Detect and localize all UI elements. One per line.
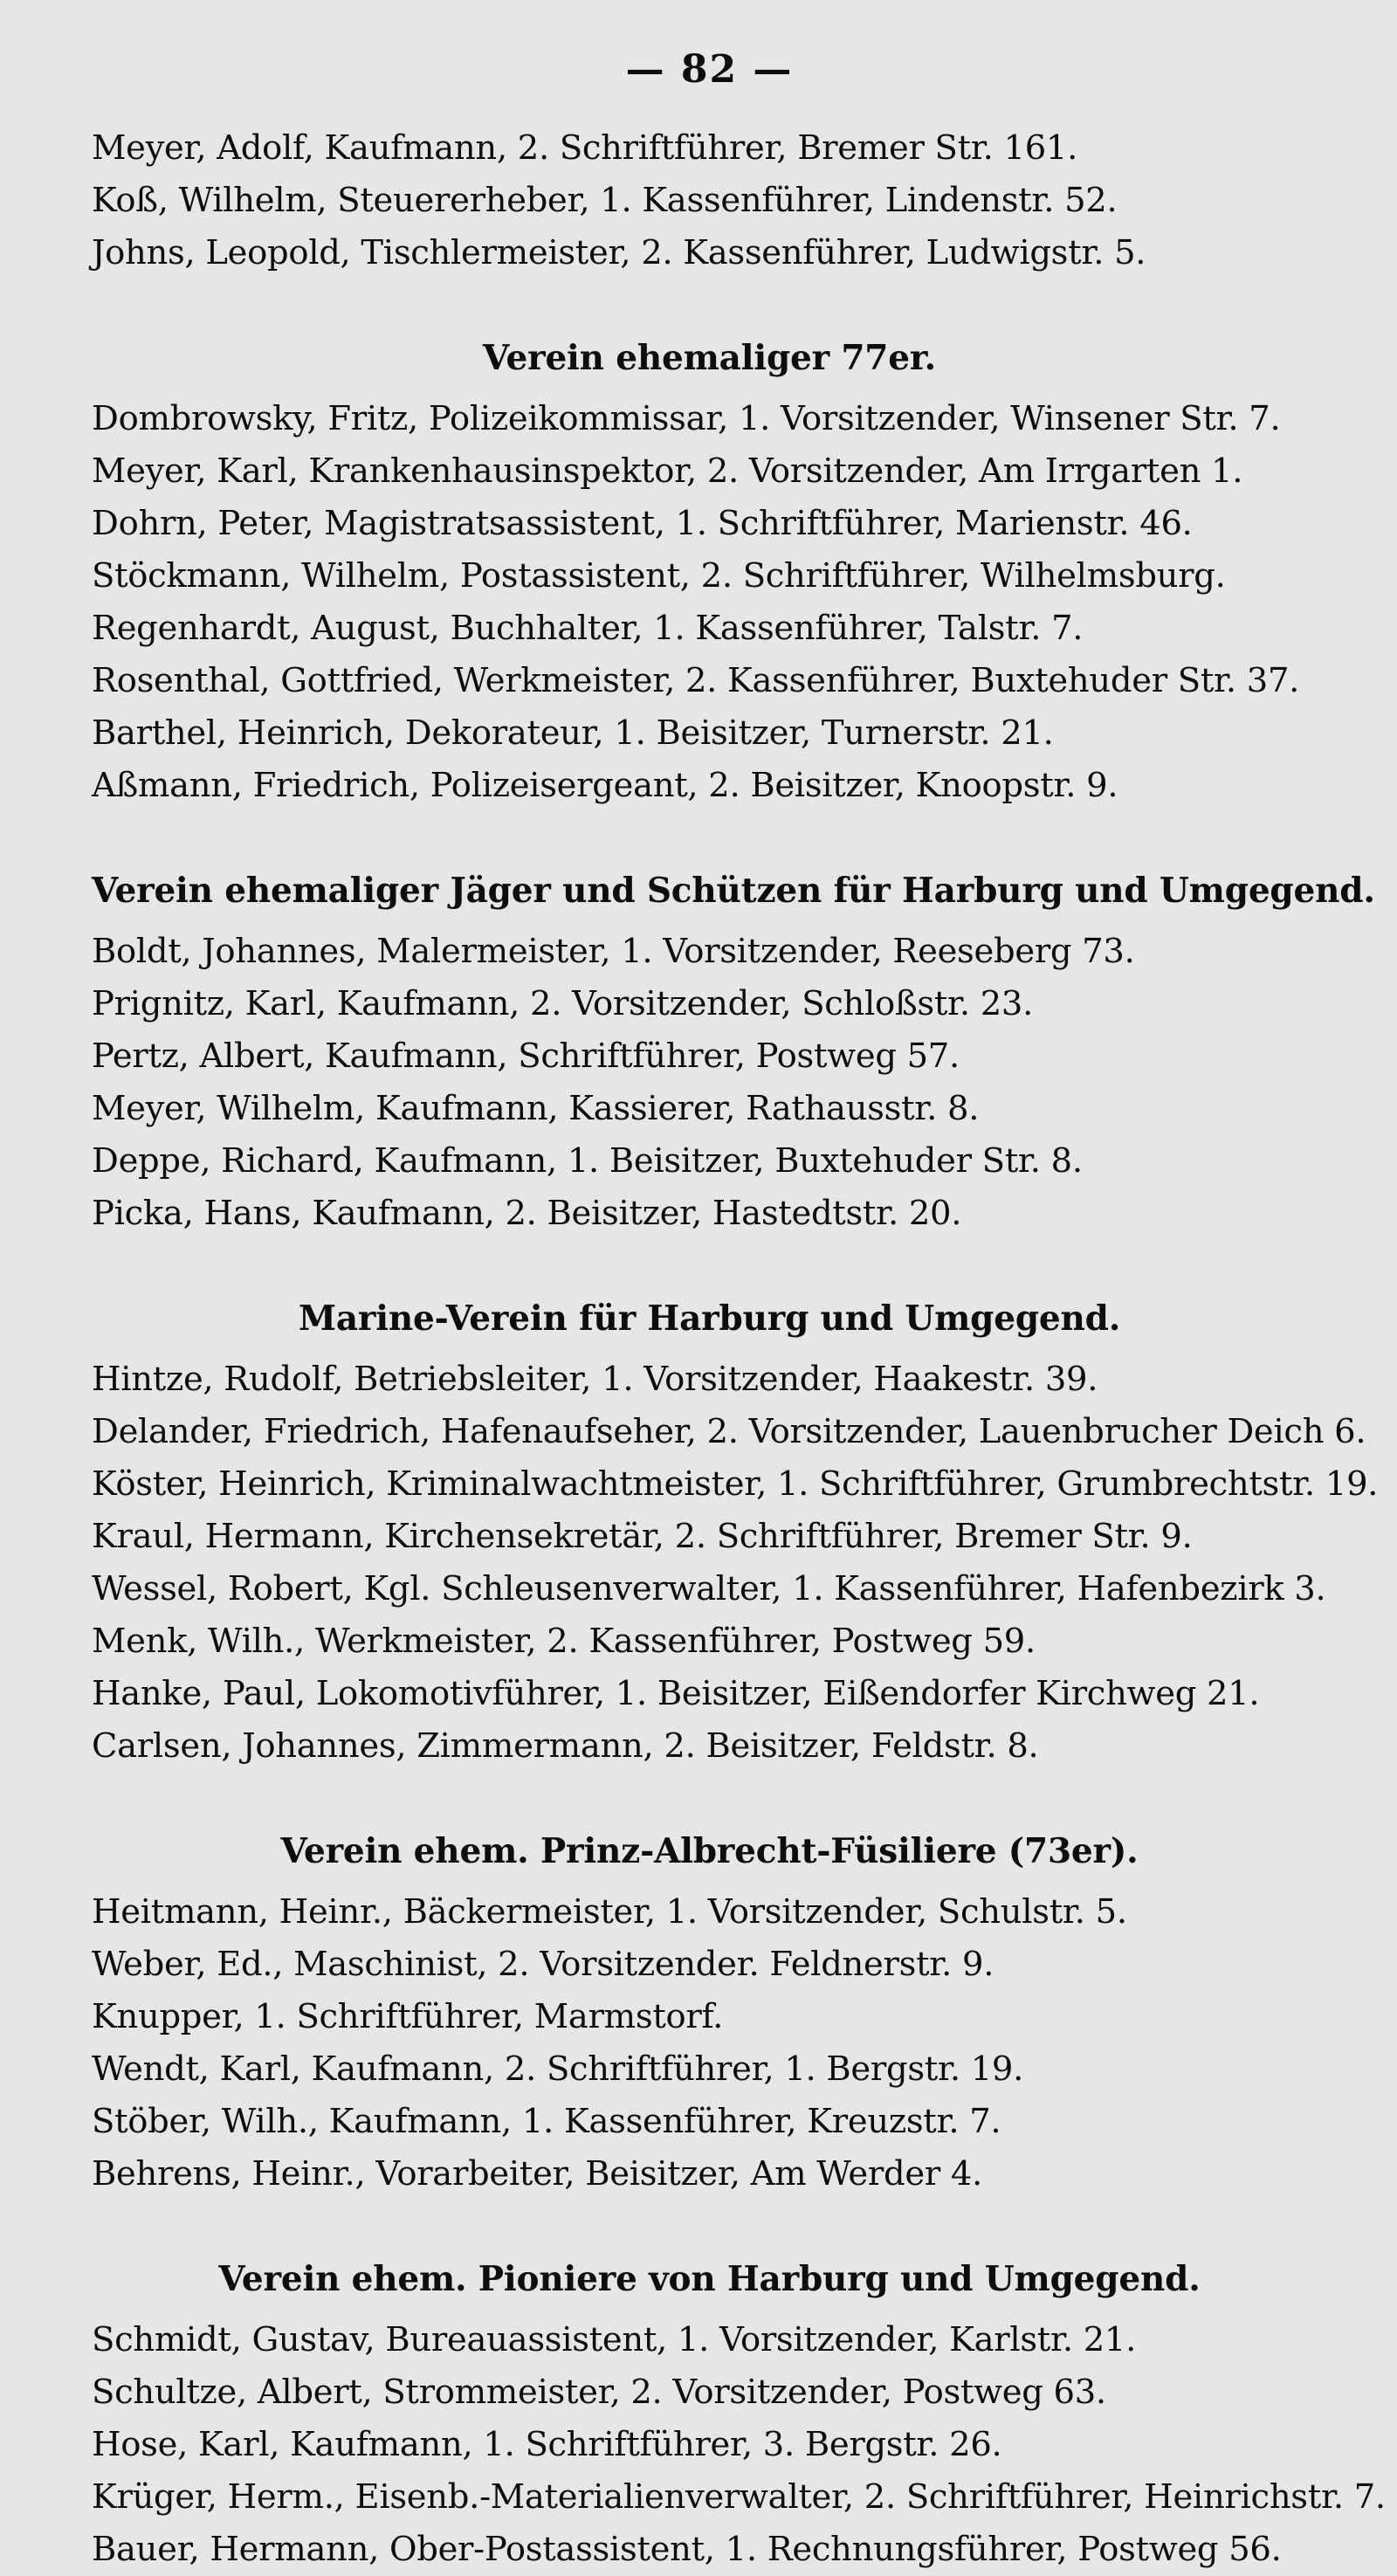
section-fuesiliere-73er: [92, 1825, 1327, 2201]
list-item: Menk, Wilh., Werkmeister, 2. Kassenführer, Postweg 59.: [92, 1622, 1036, 1661]
section-title: Marine-Verein für Harburg und Umgegend.: [298, 1298, 1121, 1339]
list-item: Meyer, Wilhelm, Kaufmann, Kassierer, Rathausstr. 8.: [92, 1089, 980, 1128]
list-item: Heitmann, Heinr., Bäckermeister, 1. Vorsitzender, Schulstr. 5.: [92, 1892, 1127, 1932]
list-item: Köster, Heinrich, Kriminalwachtmeister, 1. Schriftführer, Grumbrechtstr. 19.: [92, 1464, 1379, 1504]
list-item: Stöckmann, Wilhelm, Postassistent, 2. Schriftführer, Wilhelmsburg.: [92, 556, 1226, 596]
section-title: Verein ehem. Prinz-Albrecht-Füsiliere (73er).: [280, 1831, 1139, 1871]
list-item: Carlsen, Johannes, Zimmermann, 2. Beisitzer, Feldstr. 8.: [92, 1726, 1039, 1766]
list-item: Meyer, Adolf, Kaufmann, 2. Schriftführer, Bremer Str. 161.: [92, 128, 1078, 168]
list-item: Picka, Hans, Kaufmann, 2. Beisitzer, Hastedtstr. 20.: [92, 1194, 962, 1233]
list-item: Wendt, Karl, Kaufmann, 2. Schriftführer, 1. Bergstr. 19.: [92, 2049, 1024, 2089]
page-number: — 82 —: [625, 47, 794, 92]
list-item: Aßmann, Friedrich, Polizeisergeant, 2. Beisitzer, Knoopstr. 9.: [92, 766, 1118, 805]
section-title: Verein ehemaliger 77er.: [483, 338, 936, 378]
list-item: Behrens, Heinr., Vorarbeiter, Beisitzer, Am Werder 4.: [92, 2154, 983, 2194]
list-item: Barthel, Heinrich, Dekorateur, 1. Beisitzer, Turnerstr. 21.: [92, 713, 1054, 753]
section-verein-77er: [92, 332, 1327, 812]
list-item: Hintze, Rudolf, Betriebsleiter, 1. Vorsitzender, Haakestr. 39.: [92, 1360, 1098, 1399]
section-marine-verein: [92, 1292, 1379, 1773]
section-jaeger-schuetzen: [92, 864, 1375, 1240]
section-title: Verein ehem. Pioniere von Harburg und Umgegend.: [218, 2259, 1201, 2299]
list-item: Dohrn, Peter, Magistratsassistent, 1. Schriftführer, Marienstr. 46.: [92, 504, 1193, 543]
list-item: Hose, Karl, Kaufmann, 1. Schriftführer, 3. Bergstr. 26.: [92, 2425, 1002, 2464]
list-item: Krüger, Herm., Eisenb.-Materialienverwalter, 2. Schriftführer, Heinrichstr. 7.: [92, 2477, 1386, 2517]
list-item: Regenhardt, August, Buchhalter, 1. Kassenführer, Talstr. 7.: [92, 609, 1084, 648]
list-item: Koß, Wilhelm, Steuererheber, 1. Kassenführer, Lindenstr. 52.: [92, 181, 1118, 220]
list-item: Bauer, Hermann, Ober-Postassistent, 1. Rechnungsführer, Postweg 56.: [92, 2530, 1282, 2569]
list-item: Dombrowsky, Fritz, Polizeikommissar, 1. Vorsitzender, Winsener Str. 7.: [92, 399, 1281, 438]
intro-entries: [92, 122, 1327, 279]
list-item: Delander, Friedrich, Hafenaufseher, 2. Vorsitzender, Lauenbrucher Deich 6.: [92, 1412, 1366, 1451]
list-item: Knupper, 1. Schriftführer, Marmstorf.: [92, 1997, 724, 2036]
section-pioniere: [92, 2253, 1386, 2576]
list-item: Pertz, Albert, Kaufmann, Schriftführer, Postweg 57.: [92, 1037, 960, 1076]
list-item: Boldt, Johannes, Malermeister, 1. Vorsitzender, Reeseberg 73.: [92, 932, 1135, 971]
list-item: Deppe, Richard, Kaufmann, 1. Beisitzer, Buxtehuder Str. 8.: [92, 1141, 1083, 1181]
list-item: Wessel, Robert, Kgl. Schleusenverwalter, 1. Kassenführer, Hafenbezirk 3.: [92, 1569, 1326, 1608]
list-item: Schmidt, Gustav, Bureauassistent, 1. Vorsitzender, Karlstr. 21.: [92, 2320, 1137, 2359]
list-item: Kraul, Hermann, Kirchensekretär, 2. Schriftführer, Bremer Str. 9.: [92, 1517, 1193, 1556]
list-item: Schultze, Albert, Strommeister, 2. Vorsitzender, Postweg 63.: [92, 2373, 1106, 2412]
list-item: Prignitz, Karl, Kaufmann, 2. Vorsitzender, Schloßstr. 23.: [92, 984, 1034, 1023]
list-item: Rosenthal, Gottfried, Werkmeister, 2. Kassenführer, Buxtehuder Str. 37.: [92, 661, 1300, 700]
list-item: Stöber, Wilh., Kaufmann, 1. Kassenführer, Kreuzstr. 7.: [92, 2102, 1001, 2141]
section-title: Verein ehemaliger Jäger und Schützen für Harburg und Umgegend.: [92, 871, 1375, 911]
list-item: Meyer, Karl, Krankenhausinspektor, 2. Vorsitzender, Am Irrgarten 1.: [92, 451, 1243, 491]
list-item: Weber, Ed., Maschinist, 2. Vorsitzender. Feldnerstr. 9.: [92, 1945, 994, 1984]
list-item: Johns, Leopold, Tischlermeister, 2. Kassenführer, Ludwigstr. 5.: [92, 233, 1146, 272]
list-item: Hanke, Paul, Lokomotivführer, 1. Beisitzer, Eißendorfer Kirchweg 21.: [92, 1674, 1260, 1713]
